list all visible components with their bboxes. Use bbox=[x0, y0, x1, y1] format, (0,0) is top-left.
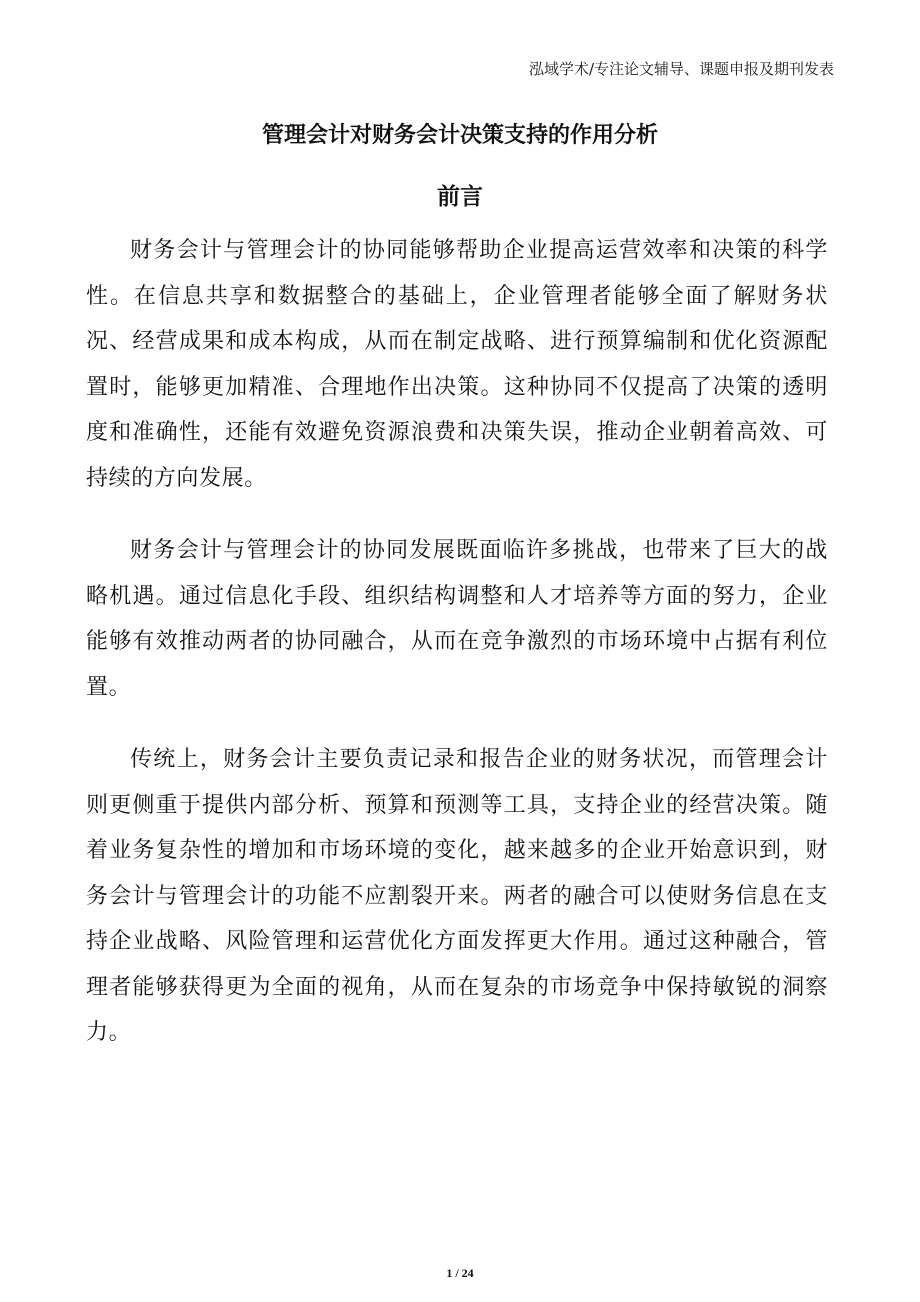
document-body bbox=[86, 228, 828, 1083]
paragraph-3: 传统上，财务会计主要负责记录和报告企业的财务状况，而管理会计则更侧重于提供内部分析、预算和预测等工具，支持企业的经营决策。随着业务复杂性的增加和市场环境的变化，越来越多的企业开始意识到，财务会计与管理会计的功能不应割裂开来。两者的融合可以使财务信息在支持企业战略、风险管理和运营优化方面发挥更大作用。通过这种融合，管理者能够获得更为全面的视角，从而在复杂的市场竞争中保持敏锐的洞察力。 bbox=[86, 747, 828, 1045]
paragraph-2: 财务会计与管理会计的协同发展既面临许多挑战，也带来了巨大的战略机遇。通过信息化手段、组织结构调整和人才培养等方面的努力，企业能够有效推动两者的协同融合，从而在竞争激烈的市场环境中占据有利位置。 bbox=[86, 538, 828, 700]
page-number: 1 / 24 bbox=[446, 1266, 474, 1280]
document-title: 管理会计对财务会计决策支持的作用分析 bbox=[261, 123, 658, 148]
paragraph-1: 财务会计与管理会计的协同能够帮助企业提高运营效率和决策的科学性。在信息共享和数据整合的基础上，企业管理者能够全面了解财务状况、经营成果和成本构成，从而在制定战略、进行预算编制和优化资源配置时，能够更加精准、合理地作出决策。这种协同不仅提高了决策的透明度和准确性，还能有效避免资源浪费和决策失误，推动企业朝着高效、可持续的方向发展。 bbox=[86, 238, 828, 491]
section-heading: 前言 bbox=[437, 184, 483, 210]
header-note: 泓域学术/专注论文辅导、课题申报及期刊发表 bbox=[528, 60, 834, 78]
